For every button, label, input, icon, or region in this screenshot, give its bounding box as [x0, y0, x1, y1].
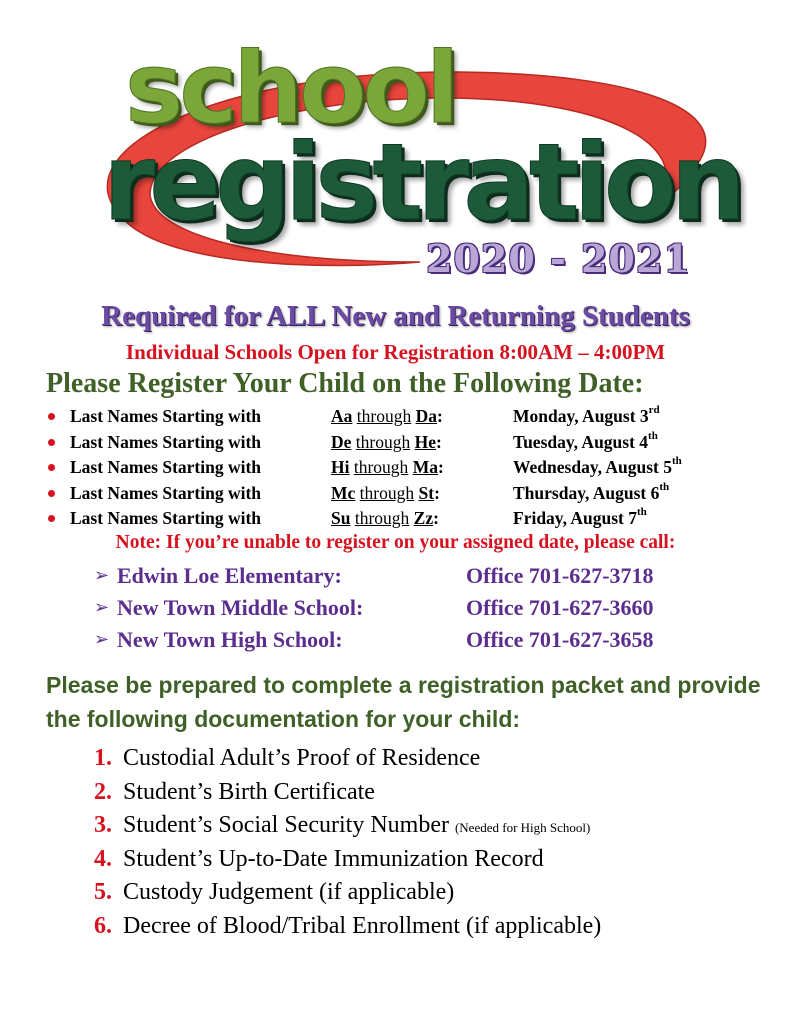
office-row: [0, 627, 791, 659]
name-range: Hi through Ma:: [331, 457, 444, 477]
document-item: [0, 844, 791, 878]
school-registration-logo: [0, 0, 791, 300]
call-note: Note: If you’re unable to register on your assigned date, please call:: [115, 532, 676, 553]
arrow-bullet-icon: ➢: [94, 565, 110, 586]
bullet-icon: [48, 464, 55, 471]
item-text: Student’s Up-to-Date Immunization Record: [123, 845, 544, 872]
document-item: [0, 877, 791, 911]
schedule-label: Last Names Starting with: [70, 508, 262, 528]
schedule-label: Last Names Starting with: [70, 431, 262, 452]
name-range: Mc through St:: [331, 482, 440, 503]
schedule-row: [0, 430, 791, 456]
name-range: Su through Zz:: [331, 508, 439, 528]
office-phone: Office 701-627-3718: [466, 563, 654, 588]
schedule-date: Monday, August 3rd: [513, 404, 660, 426]
register-date-heading: Please Register Your Child on the Following Date:: [46, 368, 644, 399]
schedule-label: Last Names Starting with: [70, 482, 262, 503]
open-hours-heading: Individual Schools Open for Registration 8:00AM – 4:00PM: [125, 340, 666, 364]
bullet-icon: [48, 490, 55, 497]
arrow-bullet-icon: ➢: [94, 629, 110, 650]
logo-word-school: school: [125, 32, 456, 146]
schedule-row: [0, 455, 791, 481]
schedule-label: Last Names Starting with: [70, 457, 262, 477]
bullet-icon: [48, 413, 55, 420]
bullet-icon: [48, 439, 55, 446]
item-number: 5.: [94, 879, 112, 906]
item-number: 1.: [94, 745, 112, 771]
name-range: De through He:: [331, 431, 442, 452]
school-name: New Town High School:: [117, 627, 343, 652]
office-contacts: [0, 563, 791, 659]
schedule-label: Last Names Starting with: [70, 406, 262, 426]
office-row: [0, 595, 791, 627]
required-documents-list: [0, 743, 791, 945]
document-item: [0, 810, 791, 844]
bullet-icon: [48, 515, 55, 522]
item-number: 2.: [94, 778, 112, 805]
office-row: [0, 563, 791, 595]
office-phone: Office 701-627-3660: [466, 595, 654, 620]
item-number: 6.: [94, 912, 112, 939]
logo-word-registration: registration: [103, 121, 741, 244]
item-text: Custody Judgement (if applicable): [123, 879, 455, 906]
document-item: [0, 743, 791, 777]
schedule-row: [0, 481, 791, 507]
item-number: 4.: [94, 845, 112, 872]
schedule-row: [0, 506, 791, 532]
schedule-date: Wednesday, August 5th: [513, 455, 682, 477]
document-item: [0, 911, 791, 945]
schedule-date: Friday, August 7th: [513, 506, 647, 528]
item-text: Student’s Social Security Number (Needed for High School): [123, 812, 591, 839]
schedule-date: Tuesday, August 4th: [513, 429, 658, 452]
item-text: Custodial Adult’s Proof of Residence: [123, 745, 481, 771]
school-name: New Town Middle School:: [117, 595, 364, 620]
item-note: (Needed for High School): [454, 820, 591, 836]
item-text: Student’s Birth Certificate: [123, 778, 375, 805]
schedule-row: [0, 404, 791, 430]
document-item: [0, 777, 791, 811]
name-range: Aa through Da:: [331, 406, 443, 426]
prepare-instructions: Please be prepared to complete a registration packet and provide the following documentation for your child:: [46, 672, 761, 732]
logo-school-years: 2020 - 2021: [426, 236, 691, 281]
item-text: Decree of Blood/Tribal Enrollment (if applicable): [123, 912, 602, 939]
schedule-date: Thursday, August 6th: [513, 480, 670, 503]
office-phone: Office 701-627-3658: [466, 627, 654, 652]
required-heading: Required for ALL New and Returning Students: [101, 300, 690, 332]
registration-schedule: [0, 404, 791, 532]
school-name: Edwin Loe Elementary:: [117, 563, 342, 588]
arrow-bullet-icon: ➢: [94, 597, 110, 618]
item-number: 3.: [94, 812, 112, 839]
